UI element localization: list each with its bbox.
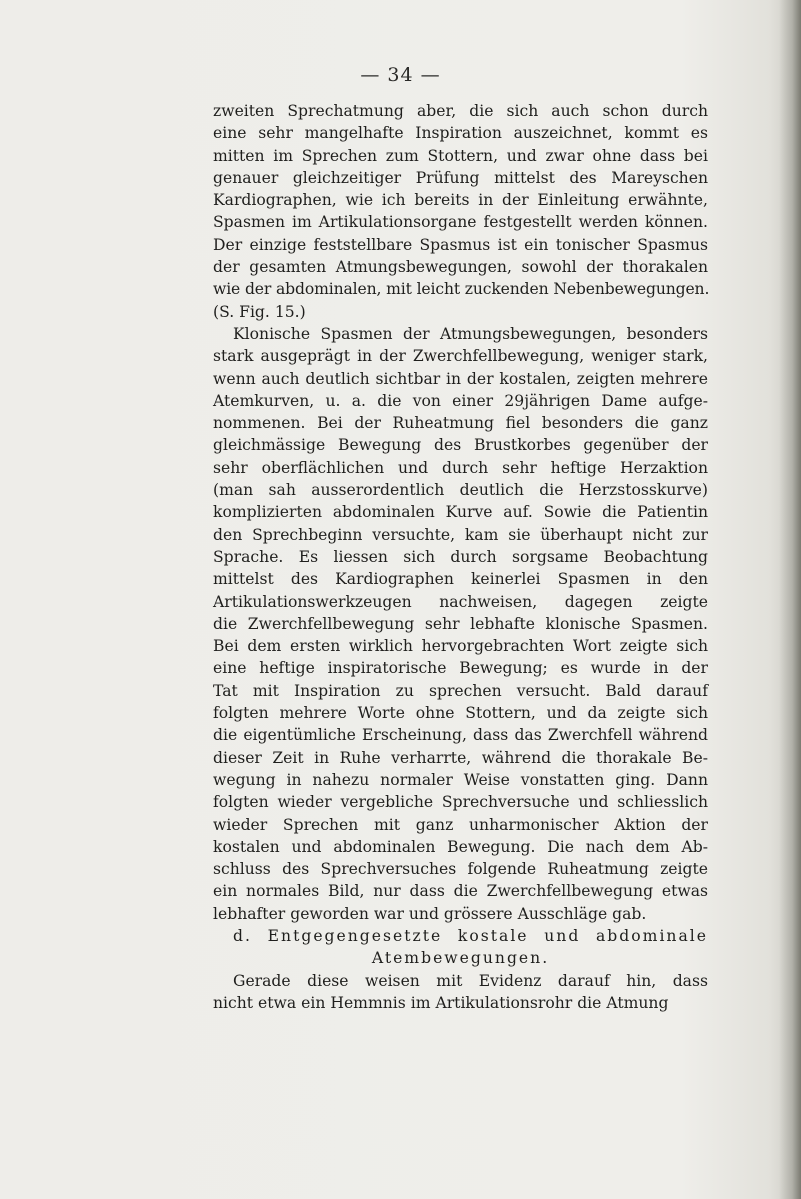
- text-line: mittelst des Kardiographen keinerlei Spasmen in den: [213, 570, 708, 589]
- text-line: Klonische Spasmen der Atmungsbewegungen, besonders: [233, 324, 708, 343]
- text-line: dieser Zeit in Ruhe verharrte, während die thorakale Be-: [213, 748, 708, 767]
- text-line: wenn auch deutlich sichtbar in der kostalen, zeigten mehrere: [213, 369, 708, 388]
- text-line: nommenen. Bei der Ruheatmung fiel besonders die ganz: [213, 414, 708, 433]
- text-line: folgten mehrere Worte ohne Stottern, und da zeigte sich: [213, 704, 708, 723]
- text-line: lebhafter geworden war und grössere Ausschläge gab.: [213, 904, 647, 923]
- text-line: der gesamten Atmungsbewegungen, sowohl der thorakalen: [213, 258, 708, 277]
- text-line: ein normales Bild, nur dass die Zwerchfellbewegung etwas: [213, 882, 708, 901]
- text-line: eine sehr mangelhafte Inspiration auszeichnet, kommt es: [213, 124, 708, 143]
- text-line: nicht etwa ein Hemmnis im Artikulationsrohr die Atmung: [213, 993, 669, 1012]
- text-line: Kardiographen, wie ich bereits in der Einleitung erwähnte,: [213, 191, 708, 210]
- text-line: stark ausgeprägt in der Zwerchfellbewegung, weniger stark,: [213, 347, 708, 366]
- text-line: Spasmen im Artikulationsorgane festgestellt werden können.: [213, 213, 708, 232]
- text-line: folgten wieder vergebliche Sprechversuche und schliesslich: [213, 793, 708, 812]
- page-edge-shadow: [779, 0, 801, 1199]
- page-number: — 34 —: [360, 64, 441, 86]
- section-heading: Atembewegungen.: [371, 949, 550, 968]
- text-line: (S. Fig. 15.): [213, 302, 306, 321]
- text-line: kostalen und abdominalen Bewegung. Die nach dem Ab-: [213, 837, 708, 856]
- text-line: Der einzige feststellbare Spasmus ist ein tonischer Spasmus: [213, 235, 708, 254]
- text-line: eine heftige inspiratorische Bewegung; es wurde in der: [213, 659, 708, 678]
- section-heading: d. Entgegengesetzte kostale und abdominale: [233, 926, 708, 945]
- text-line: genauer gleichzeitiger Prüfung mittelst des Mareyschen: [213, 168, 708, 187]
- text-line: Tat mit Inspiration zu sprechen versucht. Bald darauf: [213, 681, 708, 700]
- text-line: die eigentümliche Erscheinung, dass das Zwerchfell während: [213, 726, 708, 745]
- text-line: mitten im Sprechen zum Stottern, und zwar ohne dass bei: [213, 146, 708, 165]
- text-line: schluss des Sprechversuches folgende Ruheatmung zeigte: [213, 860, 708, 879]
- body-text: [213, 100, 708, 1014]
- text-line: die Zwerchfellbewegung sehr lebhafte klonische Spasmen.: [213, 614, 708, 633]
- text-line: zweiten Sprechatmung aber, die sich auch schon durch: [213, 102, 708, 120]
- text-line: sehr oberflächlichen und durch sehr heftige Herzaktion: [213, 458, 708, 477]
- text-line: Sprache. Es liessen sich durch sorgsame Beobachtung: [213, 547, 708, 566]
- text-line: den Sprechbeginn versuchte, kam sie überhaupt nicht zur: [213, 525, 708, 544]
- text-line: Artikulationswerkzeugen nachweisen, dagegen zeigte: [213, 592, 708, 611]
- text-line: gleichmässige Bewegung des Brustkorbes gegenüber der: [213, 436, 708, 455]
- text-line: wegung in nahezu normaler Weise vonstatten ging. Dann: [213, 770, 708, 789]
- text-line: wie der abdominalen, mit leicht zuckenden Nebenbewegungen.: [213, 280, 710, 299]
- text-line: (man sah ausserordentlich deutlich die Herzstosskurve): [213, 481, 708, 500]
- text-line: Atemkurven, u. a. die von einer 29jährigen Dame aufge-: [213, 391, 708, 410]
- text-line: wieder Sprechen mit ganz unharmonischer Aktion der: [213, 815, 708, 834]
- text-line: Bei dem ersten wirklich hervorgebrachten Wort zeigte sich: [213, 637, 708, 656]
- text-line: Gerade diese weisen mit Evidenz darauf hin, dass: [233, 971, 708, 990]
- text-line: komplizierten abdominalen Kurve auf. Sowie die Patientin: [213, 503, 708, 522]
